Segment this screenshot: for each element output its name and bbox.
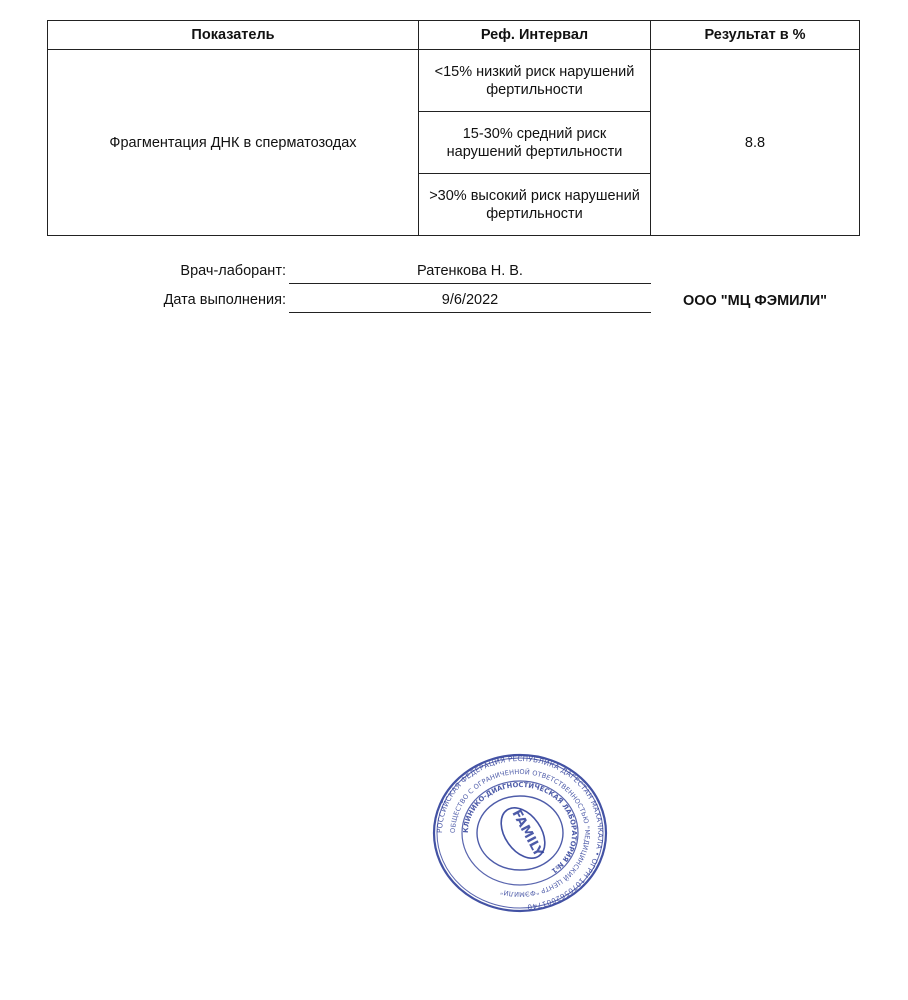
table-header-row [48,21,860,50]
header-result: Результат в % [651,21,860,50]
doctor-label: Врач-лаборант: [180,263,286,279]
doctor-name: Ратенкова Н. В. [289,262,651,284]
stamp-middle-text: ОБЩЕСТВО С ОГРАНИЧЕННОЙ ОТВЕТСТВЕННОСТЬЮ "МЕДИЦИНСКИЙ ЦЕНТР "ФЭМИЛИ" [448,767,592,899]
organization-stamp [432,753,608,913]
ref-interval-low: <15% низкий риск нарушений фертильности [419,50,651,112]
table-row [48,50,860,112]
date-label: Дата выполнения: [163,292,286,308]
header-ref-interval: Реф. Интервал [419,21,651,50]
stamp-inner-text: КЛИНИКО-ДИАГНОСТИЧЕСКАЯ ЛАБОРАТОРИЯ №1 [461,780,579,875]
ref-interval-high: >30% высокий риск нарушений фертильности [419,174,651,236]
header-indicator: Показатель [48,21,419,50]
indicator-cell: Фрагментация ДНК в сперматозодах [48,50,419,236]
organization-name: ООО "МЦ ФЭМИЛИ" [682,293,828,309]
ref-interval-medium: 15-30% средний риск нарушений фертильности [419,112,651,174]
result-table [47,20,860,236]
stamp-outer-text: РОССИЙСКАЯ ФЕДЕРАЦИЯ РЕСПУБЛИКА ДАГЕСТАН МАХАЧКАЛА • ОГРН 1070562001740 [434,753,606,912]
stamp-center-text: FAMILY [508,807,546,860]
date-value: 9/6/2022 [289,291,651,313]
result-value-cell: 8.8 [651,50,860,236]
